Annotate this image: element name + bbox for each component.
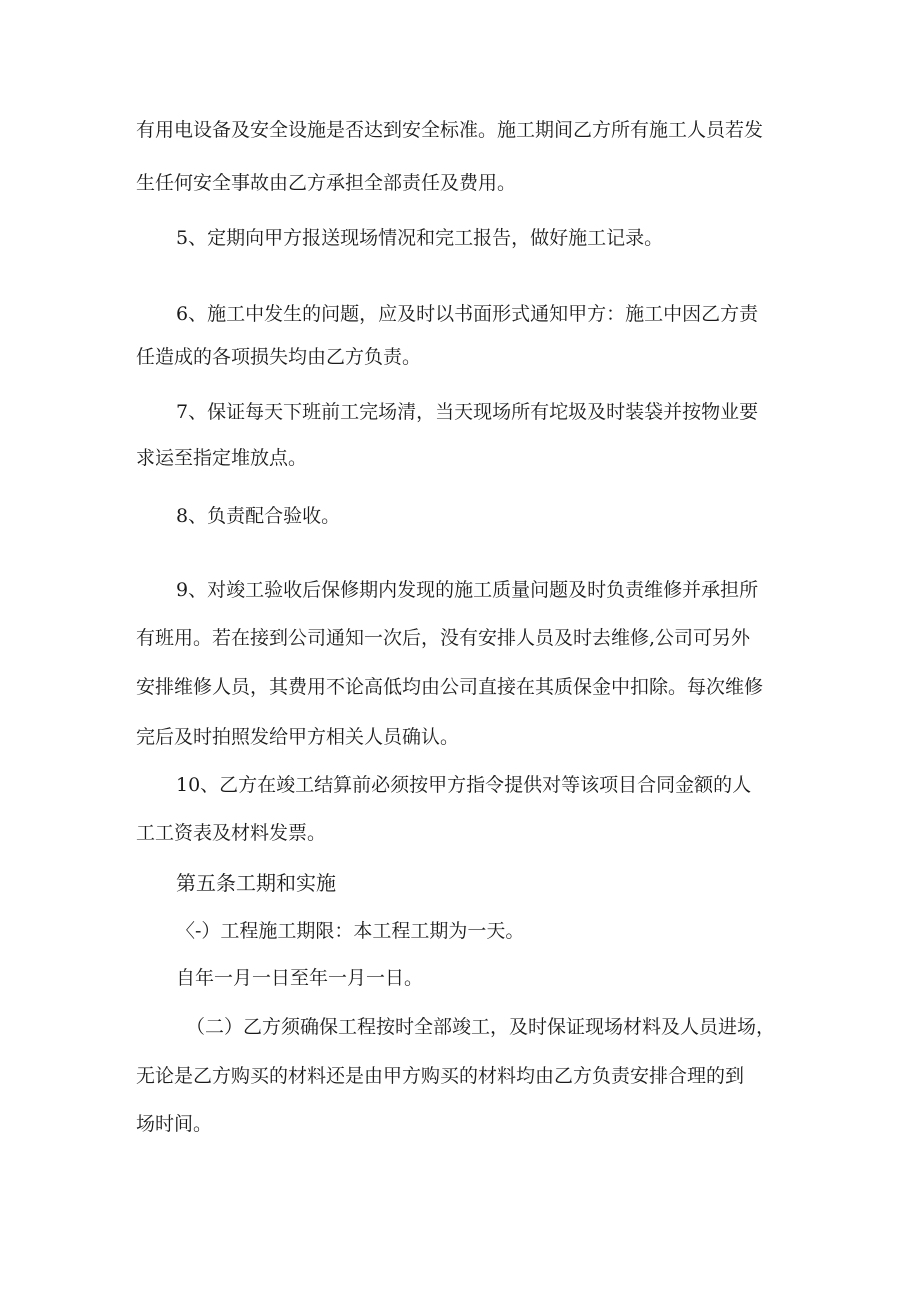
- term-item-2: （二）乙方须确保工程按时全部竣工，及时保证现场材料及人员进场，: [186, 1016, 776, 1038]
- clause-8: 8、负责配合验收。: [176, 505, 341, 527]
- clause-9: 9、对竣工验收后保修期内发现的施工质量问题及时负责维修并承担所: [176, 579, 759, 601]
- paragraph-line: 生任何安全事故由乙方承担全部责任及费用。: [136, 172, 517, 194]
- clause-10: 10、乙方在竣工结算前必须按甲方指令提供对等该项目合同金额的人: [176, 774, 752, 796]
- term-item-1: 〈-）工程施工期限：本工程工期为一天。: [176, 920, 525, 942]
- paragraph-line: 求运至指定堆放点。: [136, 447, 308, 469]
- paragraph-line: 完后及时拍照发给甲方相关人员确认。: [136, 726, 460, 748]
- paragraph-line: 有班用。若在接到公司通知一次后，没有安排人员及时去维修,公司可另外: [136, 627, 751, 649]
- paragraph-line: 场时间。: [136, 1113, 213, 1135]
- term-dates: 自年一月一日至年一月一日。: [176, 967, 424, 989]
- section-heading: 第五条工期和实施: [176, 871, 336, 895]
- paragraph-line: 有用电设备及安全设施是否达到安全标准。施工期间乙方所有施工人员若发: [136, 119, 764, 141]
- clause-5: 5、定期向甲方报送现场情况和完工报告，做好施工记录。: [176, 227, 664, 249]
- clause-6: 6、施工中发生的问题，应及时以书面形式通知甲方：施工中因乙方责: [176, 303, 759, 325]
- clause-7: 7、保证每天下班前工完场清，当天现场所有坨圾及时装袋并按物业要: [176, 401, 759, 423]
- paragraph-line: 无论是乙方购买的材料还是由甲方购买的材料均由乙方负责安排合理的到: [136, 1065, 745, 1087]
- paragraph-line: 安排维修人员，其费用不论高低均由公司直接在其质保金中扣除。每次维修: [136, 676, 764, 698]
- paragraph-line: 任造成的各项损失均由乙方负责。: [136, 346, 422, 368]
- paragraph-line: 工工资表及材料发票。: [136, 822, 327, 844]
